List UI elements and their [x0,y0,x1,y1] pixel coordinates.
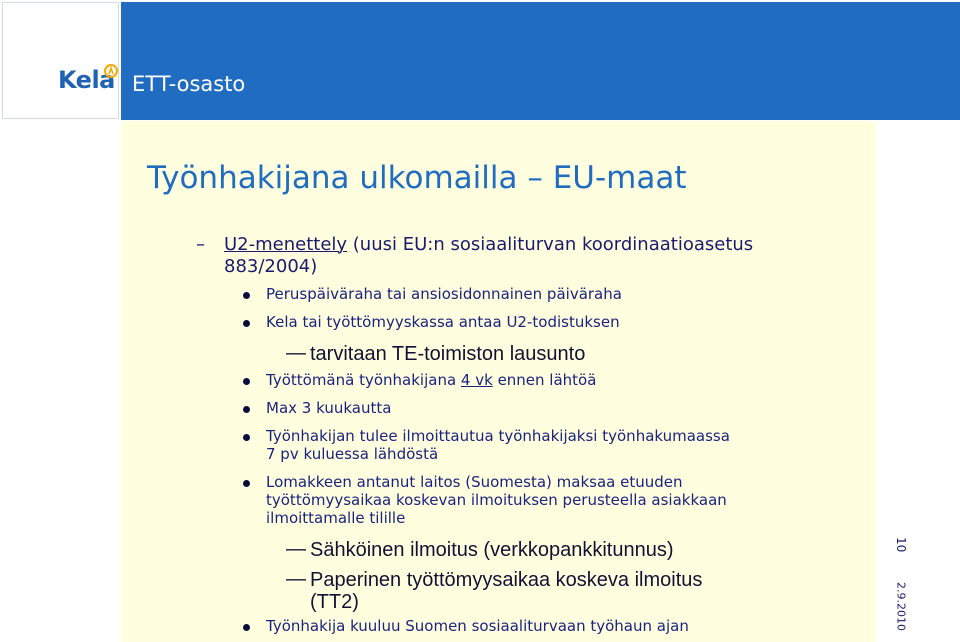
bullet-item: Työnhakija kuuluu Suomen sosiaaliturvaan työhaun ajan [266,617,689,635]
level1-item-line2: 883/2004) [224,256,318,277]
bullet-item: Lomakkeen antanut laitos (Suomesta) maksaa etuuden [266,473,683,491]
bullet-dot [243,624,250,631]
bullet-item: Työnhakijan tulee ilmoittautua työnhakijaksi työnhakumaassa [266,427,730,445]
dash-marker: – [196,234,205,255]
sub-item-cont: (TT2) [310,591,359,613]
header-bar [121,2,960,120]
bullet-dot [243,434,250,441]
bullet-item: Työttömänä työnhakijana 4 vk ennen lähtöä [266,371,597,389]
bullet-dot [243,480,250,487]
duration-link[interactable]: 4 vk [460,371,493,389]
dash-marker: — [286,342,306,364]
sub-item: Sähköinen ilmoitus (verkkopankkitunnus) [310,539,674,561]
bullet-dot [243,320,250,327]
logo-area [2,2,119,119]
dash-marker: — [286,538,306,560]
bullet-item: Kela tai työttömyyskassa antaa U2-todistuksen [266,313,620,331]
kela-logo: Kela [58,66,115,94]
slide-date: 2.9.2010 [894,582,908,631]
page-number: 10 [894,537,908,553]
sub-item: tarvitaan TE-toimiston lausunto [310,343,586,365]
sub-item: Paperinen työttömyysaikaa koskeva ilmoitus [310,569,703,591]
bullet-item-cont: 7 pv kuluessa lähdöstä [266,445,439,463]
bullet-dot [243,292,250,299]
bullet-dot [243,378,250,385]
level1-item: U2-menettely (uusi EU:n sosiaaliturvan koordinaatioasetus [224,234,754,255]
bullet-item-cont: ilmoittamalle tilille [266,509,406,527]
kela-logo-mark-icon [104,64,118,78]
bullet-item: Max 3 kuukautta [266,399,392,417]
unit-name: ETT-osasto [132,72,246,96]
bullet-item-cont: työttömyysaikaa koskevan ilmoituksen perusteella asiakkaan [266,491,727,509]
dash-marker: — [286,568,306,590]
u2-link[interactable]: U2-menettely [224,234,348,255]
bullet-dot [243,406,250,413]
bullet-item: Peruspäiväraha tai ansiosidonnainen päiväraha [266,285,622,303]
slide-title: Työnhakijana ulkomailla – EU-maat [147,160,687,196]
